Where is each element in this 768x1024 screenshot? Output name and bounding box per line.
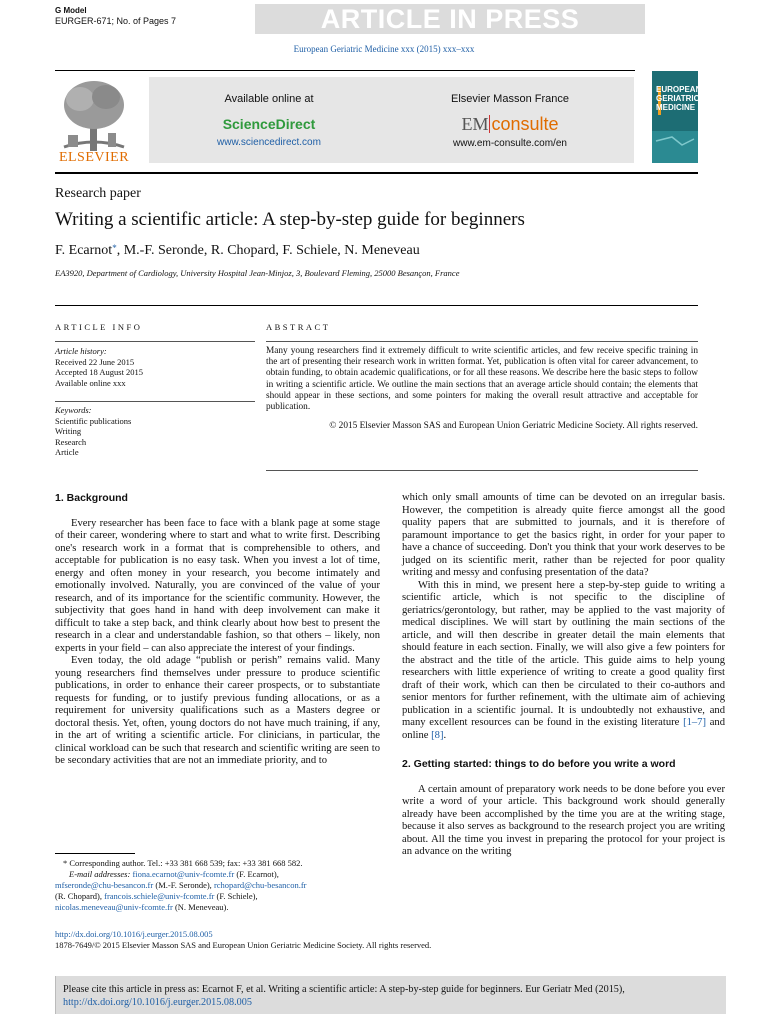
keyword: Scientific publications: [55, 415, 132, 426]
cover-title: [656, 85, 700, 112]
email-owner: (F. Schiele),: [214, 891, 258, 901]
corresponding-author: F. Ecarnot: [55, 243, 113, 258]
history-item: Available online xxx: [55, 377, 126, 388]
keywords-label: Keywords:: [55, 405, 92, 415]
paragraph-text: .: [443, 729, 447, 741]
keywords: [55, 405, 255, 458]
article-title: Writing a scientific article: A step-by-step guide for beginners: [55, 209, 525, 230]
paragraph: Even today, the old adage “publish or perish” remains valid. Many young researchers find themselves under pressure to produce scientific publications, in order to enhance their career prospects, or to substantiate requests for funding, or to justify previous funding allocations, or as a requirement for university qualifications such as a Masters degree or doctoral thesis. Yet, often, young doctors do not have much training, if any, in the art of writing a scientific article. For clinicians, in particular, the clinical workload can be such that research and scientific writing are seen to be secondary activities that are not an immediate priority, and to: [55, 655, 380, 766]
available-online-label: Available online at: [224, 93, 314, 105]
email-link[interactable]: francois.schiele@univ-fcomte.fr: [104, 891, 215, 901]
citation-doi-link[interactable]: http://dx.doi.org/10.1016/j.eurger.2015.08.005: [63, 996, 252, 1008]
email-link[interactable]: nicolas.meneveau@univ-fcomte.fr: [55, 902, 173, 912]
article-ref-code: EURGER-671; No. of Pages 7: [55, 16, 177, 26]
footnote-divider: [55, 853, 135, 854]
abstract-copyright: © 2015 Elsevier Masson SAS and European Union Geriatric Medicine Society. All rights reserved.: [329, 421, 698, 431]
body-left-column: [55, 492, 380, 768]
em-logo-right: consulte: [491, 114, 559, 134]
corresponding-author-marker[interactable]: *: [112, 243, 117, 253]
other-authors: , M.-F. Seronde, R. Chopard, F. Schiele, N. Meneveau: [116, 243, 420, 258]
elsevier-masson-label: Elsevier Masson France: [451, 93, 569, 105]
paragraph: A certain amount of preparatory work needs to be done before you ever write a word of your article. This background work should generally already have been accomplished by the time you are at the writing stage, because it also serves as background to the research project you are writing about. All the time you invest in preparing the protocol for your project is an advance on the writing: [402, 783, 725, 857]
paragraph-text: With this in mind, we present here a step-by-step guide to writing a scientific article, which is not specific to the discipline of geriatrics/gerontology, but rather, may be applied to the vast majority of medical disciplines. We will start by outlining the main sections of the article, and will then describe in greater detail the main elements that should feature in each section. Finally, we will also give a few pointers for the abstract and the title of the article. This guide aims to help young researchers with little experience of writing to create a good quality first draft of their work, which can then be circulated to their co-authors and senior mentors for further refinement, with the ultimate aim of achieving publication in a scientific journal. It is undoubtedly not exhaustive, and many excellent resources can be found in the existing literature: [402, 579, 725, 728]
divider: [55, 401, 255, 402]
paragraph: which only small amounts of time can be devoted on an irregular basis. However, the competition is already quite fierce amongst all the good quality papers that are submitted to journals, and it is therefore of paramount importance to get the basics right, in order for your paper to have a chance of succeeding. Don't you think that your work deserves to be judged on its scientific merit, rather than be rejected for poor quality writing and messy and confusing presentation of the data?: [402, 492, 725, 578]
divider: [55, 70, 635, 71]
issn-copyright: 1878-7649/© 2015 Elsevier Masson SAS and European Union Geriatric Medicine Society. All rights reserved.: [55, 940, 432, 950]
section-heading: 2. Getting started: things to do before you write a word: [402, 758, 676, 770]
cover-line: MEDICINE: [656, 103, 696, 112]
divider: [55, 341, 255, 342]
affiliation: EA3920, Department of Cardiology, University Hospital Jean-Minjoz, 3, Boulevard Fleming, 25000 Besançon, France: [55, 268, 460, 278]
doi-link[interactable]: http://dx.doi.org/10.1016/j.eurger.2015.08.005: [55, 929, 213, 939]
keyword: Writing: [55, 426, 82, 436]
paragraph: [402, 580, 725, 743]
divider: [266, 470, 698, 471]
article-in-press-banner: ARTICLE IN PRESS: [320, 4, 580, 34]
citation-text: [63, 984, 723, 1009]
email-link[interactable]: rchopard@chu-besancon.fr: [213, 880, 307, 890]
em-consulte-url-link[interactable]: www.em-consulte.com/en: [453, 138, 567, 149]
em-logo-left: EM: [461, 114, 489, 134]
reference-link[interactable]: [8]: [431, 729, 444, 741]
email-owner: (N. Meneveau).: [172, 902, 229, 912]
abstract-heading: ABSTRACT: [266, 322, 331, 332]
email-link[interactable]: mfseronde@chu-besancon.fr: [55, 880, 154, 890]
email-owner: (M.-F. Seronde),: [153, 880, 212, 890]
section-heading: 1. Background: [55, 492, 128, 504]
article-history: [55, 346, 255, 388]
journal-reference-link[interactable]: European Geriatric Medicine xxx (2015) xxx–xxx: [293, 44, 475, 54]
paragraph: Every researcher has been face to face with a blank page at some stage of their career, wondering where to start and what to write first. Describing one's research work in a format that is comprehensible to others, and acceptable for publication is no easy task. When you invest a lot of time, energy and often money in your research, you become intimately and emotionally involved. Naturally, you are convinced of the value of your research, and of its importance for the scientific community. However, the subjectivity that goes hand in hand with deep involvement can make it difficult to take a step back, and think clearly about how best to present the research in a clear and understandable fashion, so that others – likely, non experts in your field – can also appreciate the interest of your findings.: [55, 517, 380, 654]
reference-link[interactable]: [1–7]: [683, 717, 707, 728]
abstract-text: Many young researchers find it extremely difficult to write scientific articles, and few receive specific training in the art of presenting their research work in written format. Yet, publication is often vital for career advancement, to obtain funding, to obtain academic qualifications, or for all these reasons. We describe here the basic steps to follow in writing a scientific article. We outline the main sections that an average article should contain; the elements that should appear in these sections, and some pointers for making the overall result attractive and acceptable for publication.: [266, 346, 698, 413]
history-item: Received 22 June 2015: [55, 356, 135, 367]
article-info-heading: ARTICLE INFO: [55, 322, 143, 332]
g-model-label: G Model: [55, 6, 87, 15]
cover-line: GERIATRIC: [656, 94, 700, 103]
cover-line: EUROPEAN: [656, 85, 702, 94]
email-label: E-mail addresses:: [69, 869, 131, 879]
history-label: Article history:: [55, 346, 107, 356]
email-link[interactable]: fiona.ecarnot@univ-fcomte.fr: [132, 869, 235, 879]
elsevier-wordmark: ELSEVIER: [58, 150, 130, 165]
paragraph-text: and online: [402, 717, 726, 741]
author-list: [55, 243, 420, 259]
email-owner: (F. Ecarnot),: [234, 869, 279, 879]
body-right-column: [402, 492, 725, 859]
keyword: Article: [55, 447, 79, 457]
divider: [55, 172, 698, 174]
footnote-contact: * Corresponding author. Tel.: +33 381 668 539; fax: +33 381 668 582.: [63, 858, 303, 868]
history-item: Accepted 18 August 2015: [55, 367, 144, 377]
divider: [266, 341, 698, 342]
email-owner: (R. Chopard),: [55, 891, 102, 901]
sciencedirect-logo: ScienceDirect: [222, 116, 316, 132]
article-type: Research paper: [55, 186, 141, 201]
footnote: [55, 858, 380, 913]
citation-sentence: Please cite this article in press as: Ecarnot F, et al. Writing a scientific article: A step-by-step guide for beginners. Eur Geriatr Med (2015),: [63, 984, 625, 995]
keyword: Research: [55, 436, 87, 447]
sciencedirect-url-link[interactable]: www.sciencedirect.com: [217, 137, 321, 148]
divider: [55, 305, 698, 306]
em-consulte-logo: [400, 114, 620, 135]
